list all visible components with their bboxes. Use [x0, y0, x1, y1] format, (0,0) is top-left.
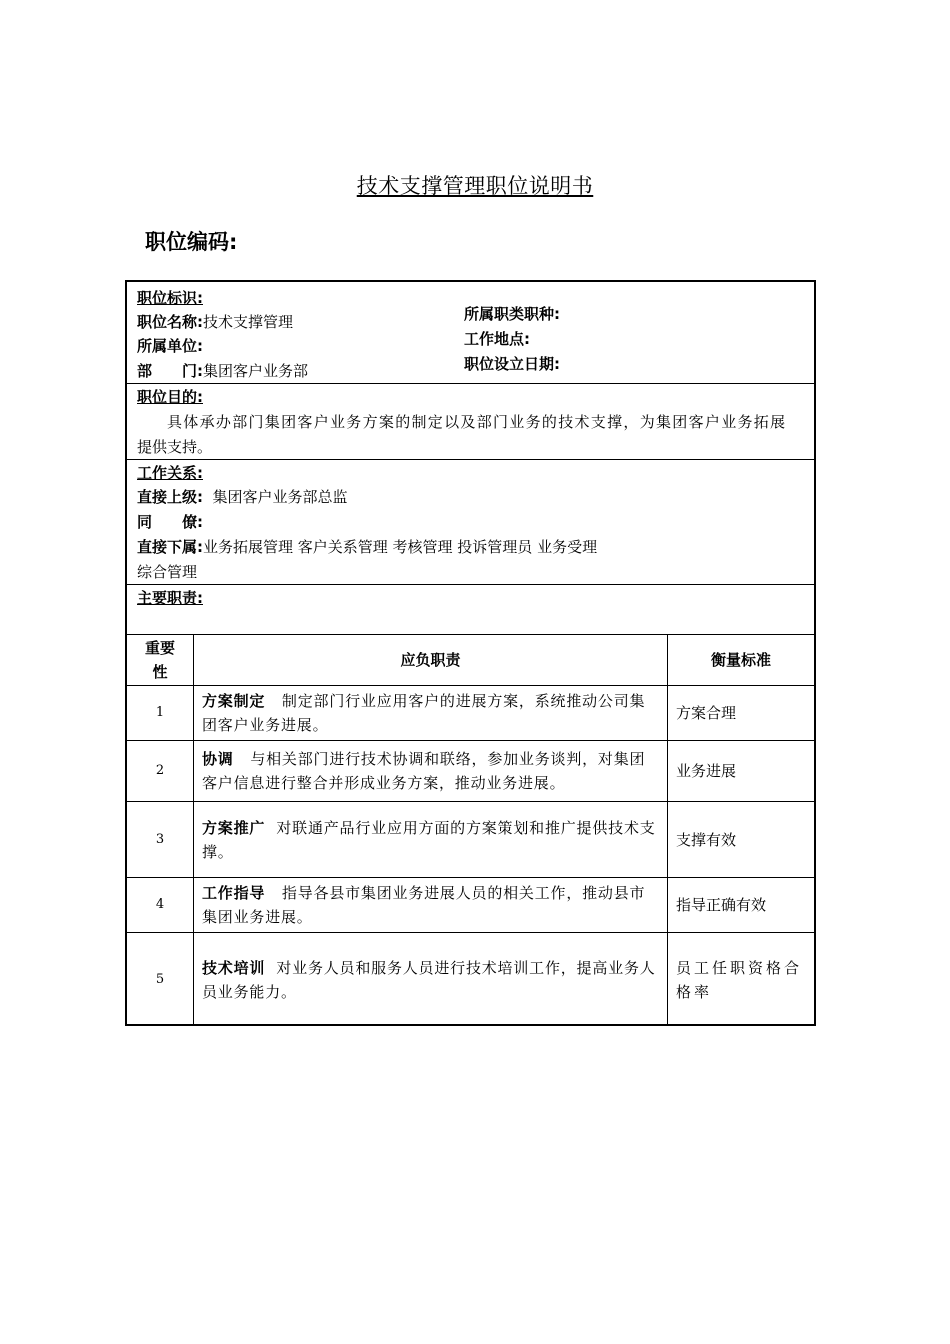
purpose-section-title: 职位目的: [137, 388, 203, 406]
identity-section-title: 职位标识: [137, 289, 203, 307]
row-number: 3 [155, 831, 165, 847]
duty-description: 对业务人员和服务人员进行技术培训工作，提高业务人员业务能力。 [202, 958, 656, 1001]
duty-cell [194, 741, 667, 801]
duties-section-title: 主要职责: [137, 589, 203, 607]
duty-description: 与相关部门进行技术协调和联络，参加业务谈判，对集团客户信息进行整合并形成业务方案，推动业务进展。 [202, 750, 646, 792]
subordinate-value: 业务拓展管理 客户关系管理 考核管理 投诉管理员 业务受理 [203, 538, 598, 556]
duty-title: 方案推广 [202, 818, 266, 837]
position-name-row [137, 310, 293, 334]
standard-cell: 指导正确有效 [676, 896, 767, 914]
superior-label: 直接上级: [137, 488, 203, 506]
purpose-line-1: 具体承办部门集团客户业务方案的制定以及部门业务的技术支撑，为集团客户业务拓展 [167, 413, 787, 431]
superior-value: 集团客户业务部总监 [212, 488, 348, 506]
established-date-label: 职位设立日期: [464, 355, 560, 373]
standard-cell [668, 933, 814, 1026]
duty-text [202, 747, 659, 795]
duty-title: 协调 [202, 750, 234, 768]
standard-cell: 支撑有效 [676, 830, 737, 849]
duty-header: 应负职责 [400, 651, 461, 669]
standard-text: 员工任职资格合格率 [676, 958, 803, 1001]
row-number: 1 [155, 705, 165, 720]
department-value: 集团客户业务部 [203, 362, 309, 380]
department-row [137, 359, 308, 383]
document-title: 技术支撑管理职位说明书 [356, 174, 594, 198]
standard-header: 衡量标准 [710, 651, 771, 669]
duty-text [202, 689, 659, 737]
subordinate-label: 直接下属: [137, 538, 203, 556]
purpose-line-2: 提供支持。 [137, 438, 213, 456]
standard-cell: 业务进展 [676, 762, 737, 780]
duty-cell [194, 686, 667, 740]
duty-description: 指导各县市集团业务进展人员的相关工作，推动县市集团业务进展。 [202, 884, 646, 926]
subordinate-value-continued: 综合管理 [137, 563, 198, 581]
unit-label: 所属单位: [137, 337, 203, 355]
duty-title: 方案制定 [202, 692, 266, 710]
duty-cell [194, 802, 667, 877]
duty-title: 工作指导 [202, 884, 266, 902]
position-code-label: 职位编码: [145, 230, 238, 254]
row-number: 5 [155, 971, 165, 987]
location-label: 工作地点: [464, 330, 530, 348]
standard-cell: 方案合理 [676, 704, 737, 722]
superior-row [137, 485, 348, 509]
job-description-table [125, 280, 816, 1026]
duty-description: 对联通产品行业应用方面的方案策划和推广提供技术支撑。 [202, 818, 656, 861]
divider [127, 383, 814, 384]
relations-section-title: 工作关系: [137, 464, 203, 482]
position-name-value: 技术支撑管理 [203, 313, 294, 331]
divider [127, 459, 814, 460]
duty-cell [194, 878, 667, 932]
duty-title: 技术培训 [202, 958, 266, 977]
department-label: 部 门: [137, 362, 203, 380]
duty-text [202, 881, 659, 929]
divider [127, 584, 814, 585]
row-number: 2 [155, 763, 165, 778]
importance-header-text: 重要性 [144, 639, 175, 681]
subordinate-row [137, 535, 597, 559]
duty-cell [194, 933, 667, 1026]
category-label: 所属职类职种: [464, 305, 560, 323]
position-name-label: 职位名称: [137, 313, 203, 331]
row-number: 4 [155, 897, 165, 912]
duty-description: 制定部门行业应用客户的进展方案，系统推动公司集团客户业务进展。 [202, 692, 646, 734]
peer-label: 同 僚: [137, 513, 203, 531]
duty-text [202, 956, 659, 1004]
importance-header [127, 635, 193, 685]
duty-text [202, 816, 659, 864]
